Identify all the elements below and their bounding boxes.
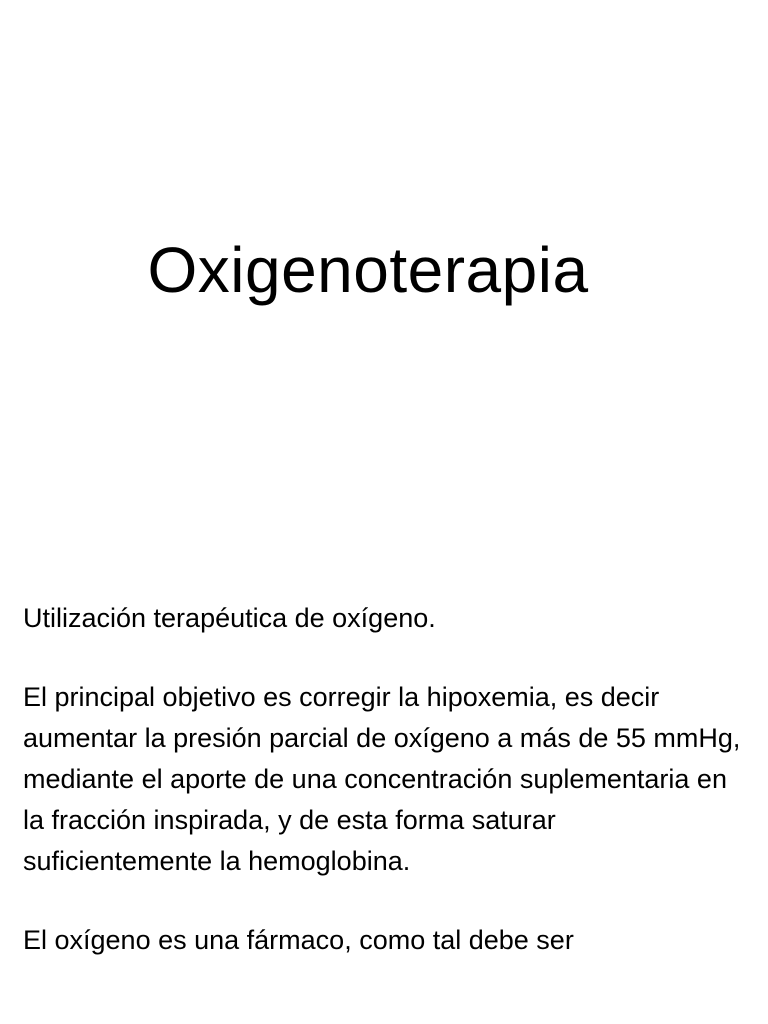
- slide-body: [23, 598, 745, 999]
- slide-title: Oxigenoterapia: [147, 234, 589, 306]
- paragraph-objective: El principal objetivo es corregir la hipoxemia, es decir aumentar la presión parcial de oxígeno a más de 55 mmHg, mediante el aporte de una concentración suplementaria en la fracción inspirada, y de esta forma saturar suficientemente la hemoglobina.: [23, 682, 741, 876]
- paragraph-definition: Utilización terapéutica de oxígeno.: [23, 603, 436, 633]
- paragraph-drug: El oxígeno es una fármaco, como tal debe ser: [23, 925, 574, 955]
